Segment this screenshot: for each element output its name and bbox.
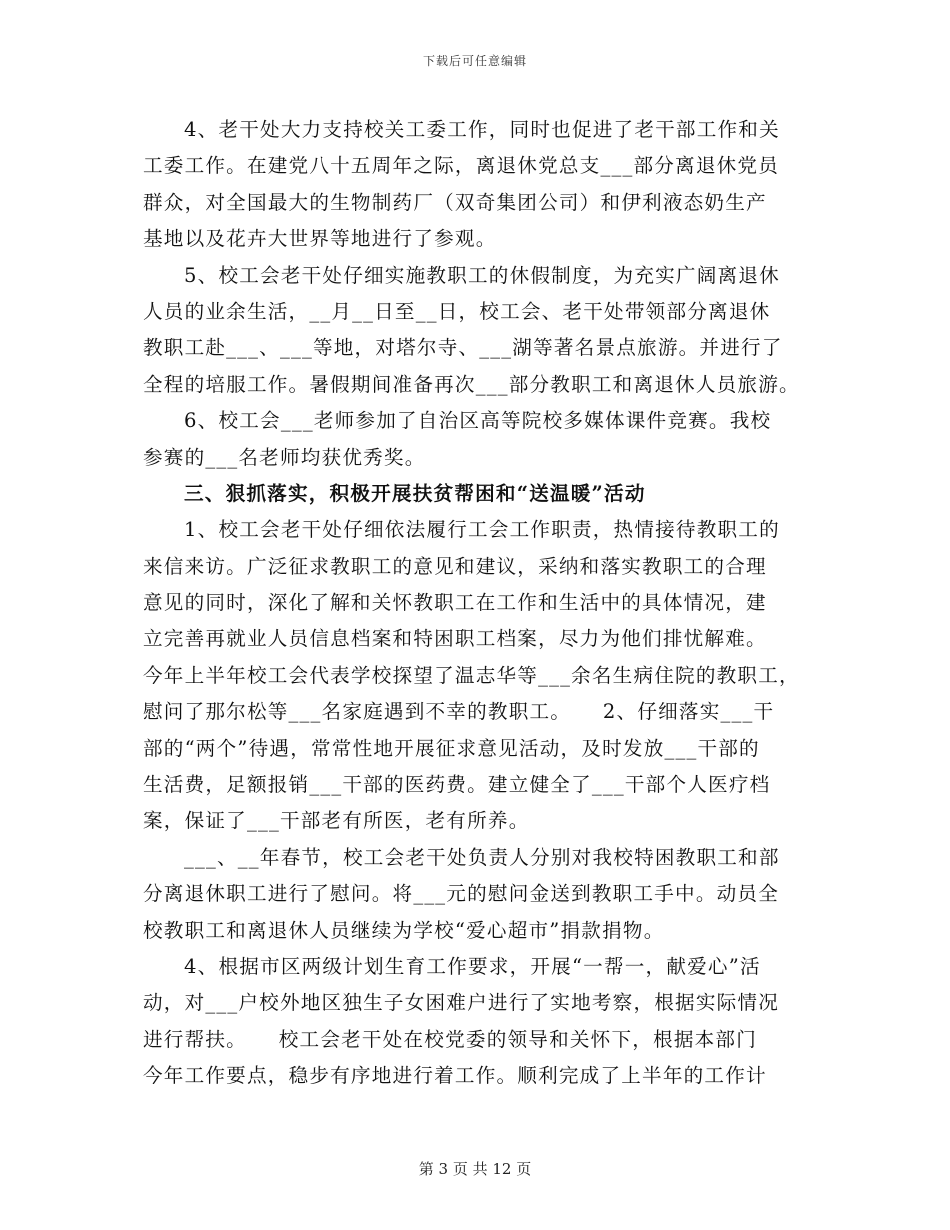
text-line: 参赛的___名老师均获优秀奖。 <box>143 445 426 469</box>
text-line: ___、__年春节，校工会老干处负责人分别对我校特困教职工和部 <box>184 845 780 869</box>
text-line: 5、校工会老干处仔细实施教职工的休假制度，为充实广阔离退休 <box>184 263 780 287</box>
text-line: 全程的培服工作。暑假期间准备再次___部分教职工和离退休人员旅游。 <box>143 372 800 396</box>
text-line: 今年工作要点，稳步有序地进行着工作。顺利完成了上半年的工作计 <box>143 1064 767 1088</box>
page-number: 第 3 页 共 12 页 <box>418 1160 532 1178</box>
text-line: 4、老干处大力支持校关工委工作，同时也促进了老干部工作和关 <box>184 118 780 141</box>
text-line: 工委工作。在建党八十五周年之际，离退休党总支___部分离退休党员 <box>143 154 780 178</box>
text-line: 1、校工会老干处仔细依法履行工会工作职责，热情接待教职工的 <box>184 518 780 542</box>
page-header-note: 下载后可任意编辑 <box>422 54 527 68</box>
text-line: 案，保证了___干部老有所医，老有所养。 <box>143 809 530 833</box>
text-line: 立完善再就业人员信息档案和特困职工档案，尽力为他们排忧解难。 <box>143 627 767 651</box>
text-line: 群众，对全国最大的生物制药厂（双奇集团公司）和伊利液态奶生产 <box>143 190 767 214</box>
text-line: 意见的同时，深化了解和关怀教职工在工作和生活中的具体情况，建 <box>143 591 767 615</box>
text-line: 校教职工和离退休人员继续为学校“爱心超市”捐款捐物。 <box>143 918 665 942</box>
text-line: 动，对___户校外地区独生子女困难户进行了实地考察，根据实际情况 <box>143 991 780 1015</box>
text-line: 生活费，足额报销___干部的医药费。建立健全了___干部个人医疗档 <box>143 773 771 797</box>
document-body <box>143 112 823 1095</box>
text-line: 今年上半年校工会代表学校探望了温志华等___余名生病住院的教职工， <box>143 663 800 687</box>
section-heading: 三、狠抓落实，积极开展扶贫帮困和“送温暖”活动 <box>184 481 646 505</box>
text-line: 慰问了那尔松等___名家庭遇到不幸的教职工。 2、仔细落实___干 <box>143 700 775 724</box>
text-line: 来信来访。广泛征求教职工的意见和建议，采纳和落实教职工的合理 <box>143 554 767 578</box>
text-line: 教职工赴___、___等地，对塔尔寺、___湖等著名景点旅游。并进行了 <box>143 336 783 360</box>
text-line: 人员的业余生活，__月__日至__日，校工会、老干处带领部分离退休 <box>143 299 771 323</box>
text-line: 6、校工会___老师参加了自治区高等院校多媒体课件竞赛。我校 <box>184 409 772 433</box>
text-line: 4、根据市区两级计划生育工作要求，开展“一帮一，献爱心”活 <box>184 954 761 978</box>
text-line: 基地以及花卉大世界等地进行了参观。 <box>143 227 497 251</box>
text-line: 部的“两个”待遇，常常性地开展征求意见活动，及时发放___干部的 <box>143 736 760 760</box>
text-line: 分离退休职工进行了慰问。将___元的慰问金送到教职工手中。动员全 <box>143 882 780 906</box>
text-line: 进行帮扶。 校工会老干处在校党委的领导和关怀下，根据本部门 <box>143 1027 758 1051</box>
